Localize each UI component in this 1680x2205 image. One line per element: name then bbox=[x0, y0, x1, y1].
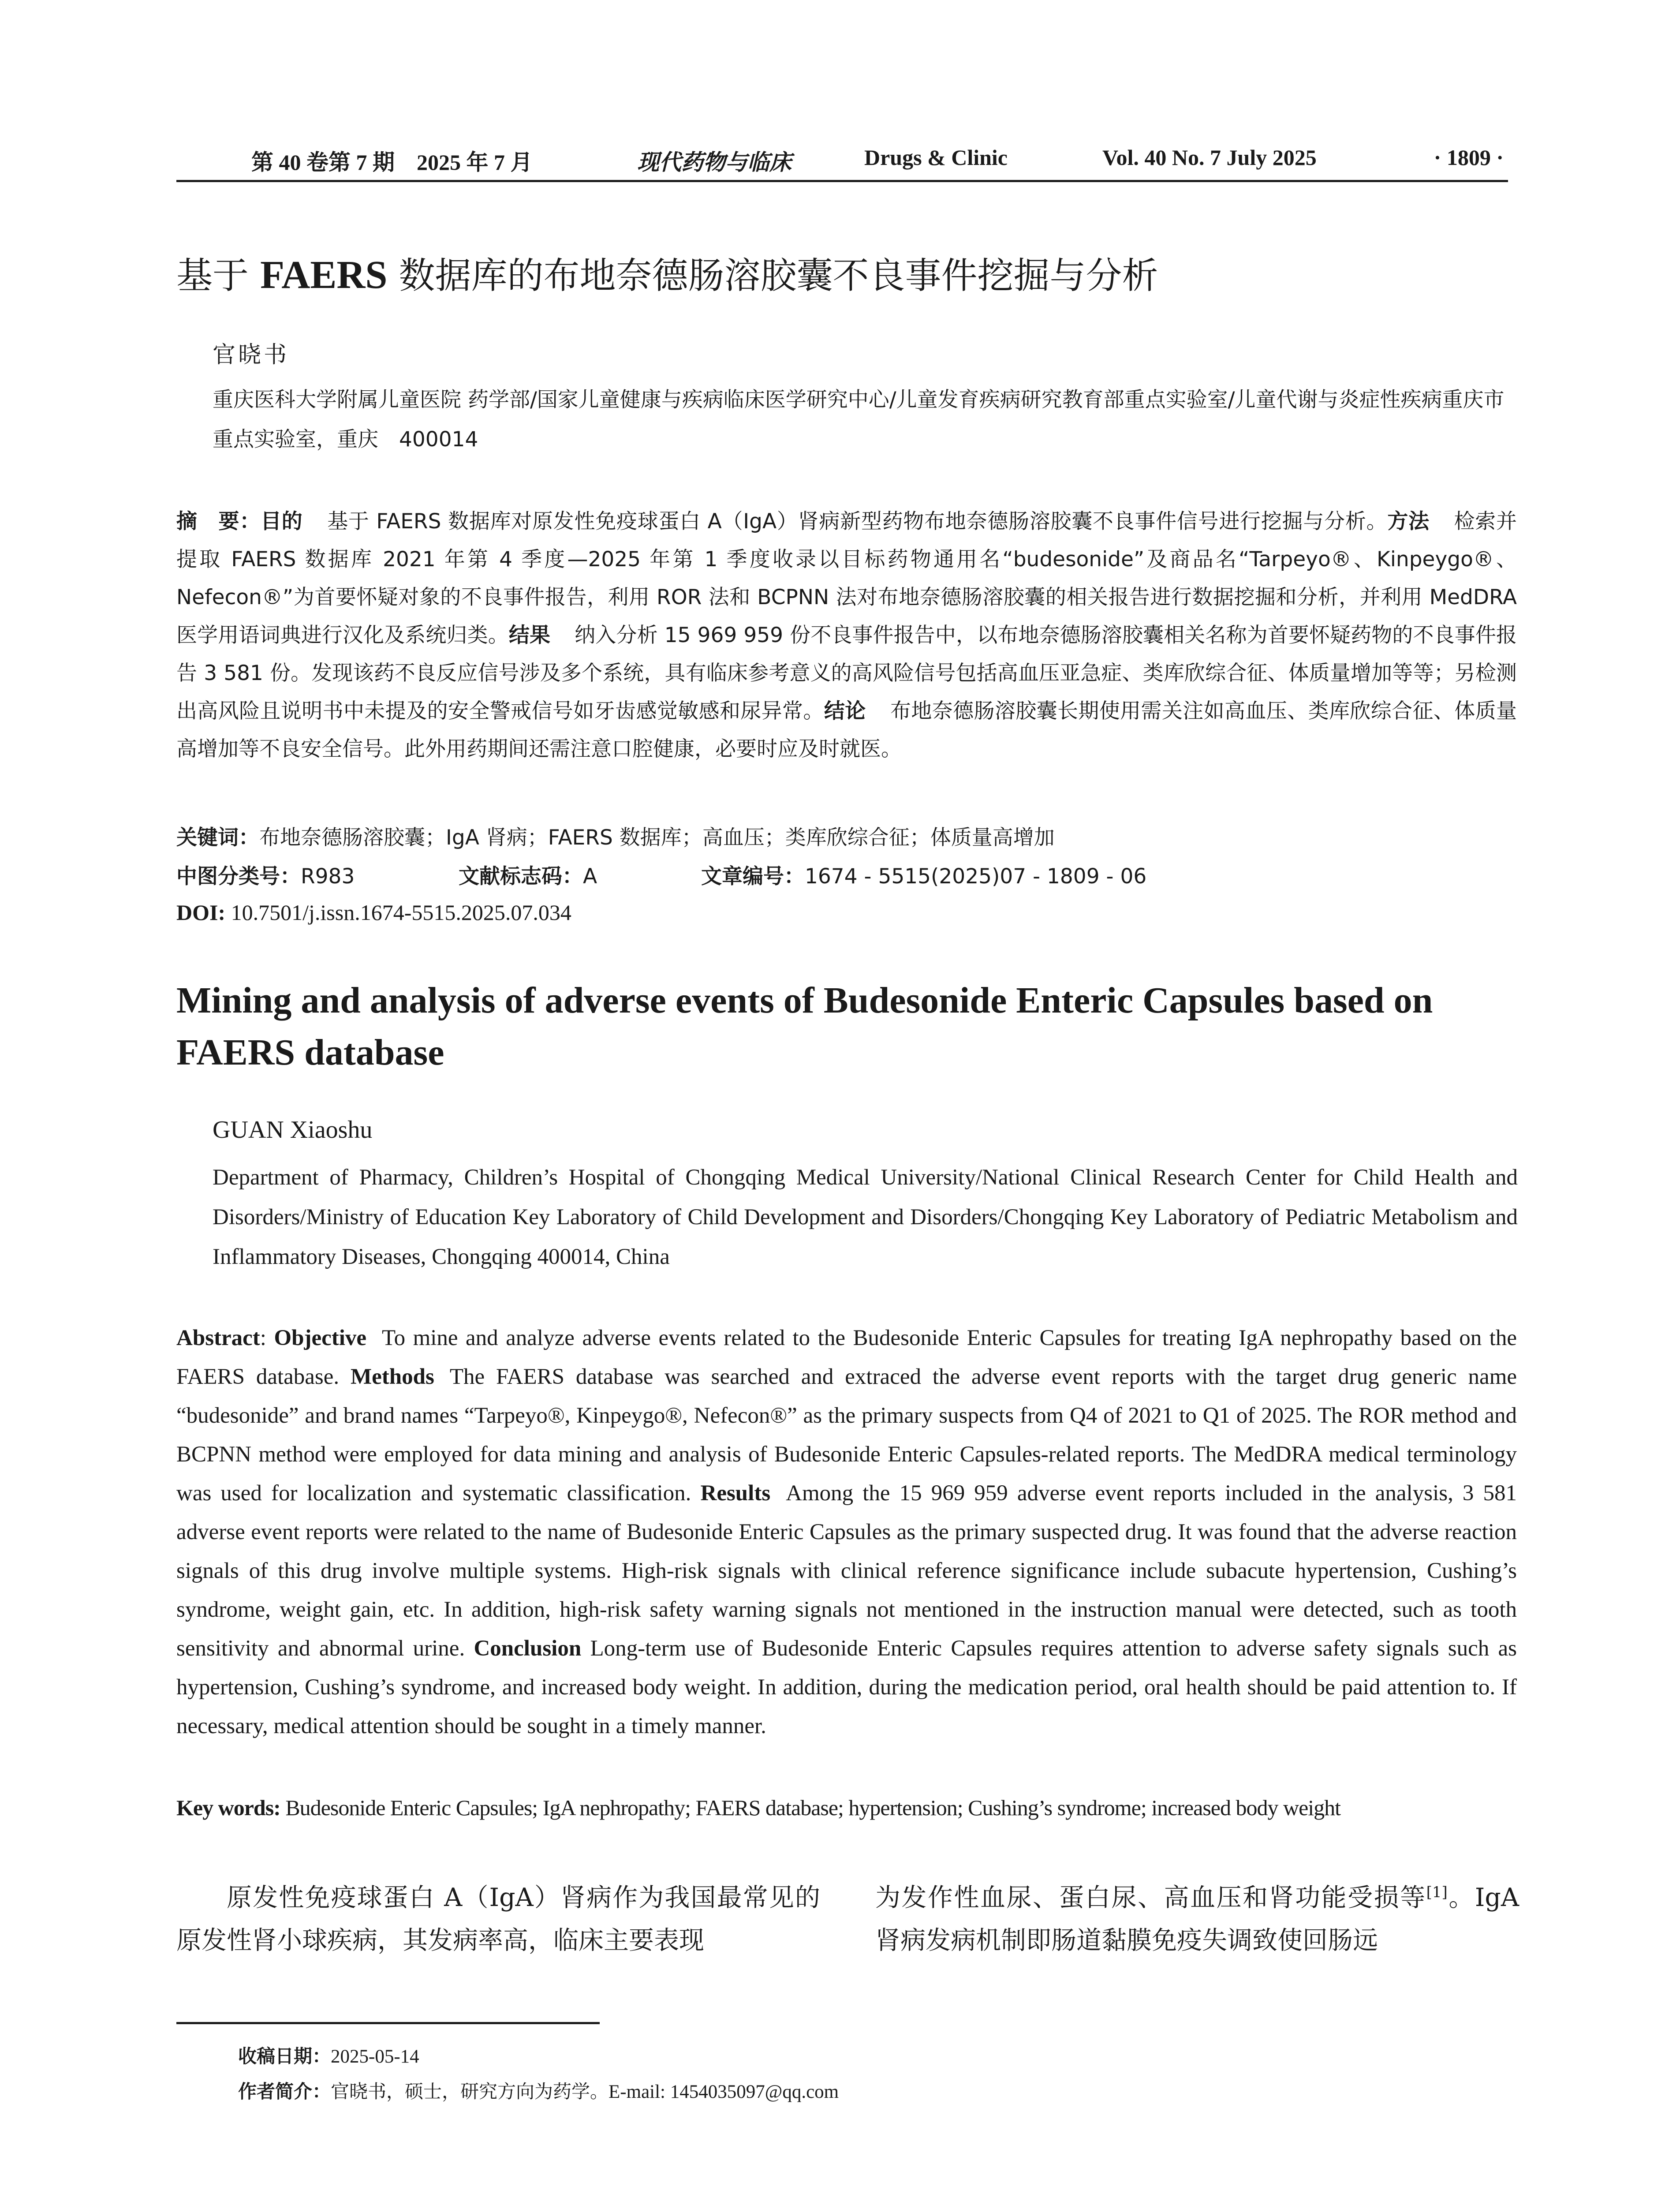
header-journal-en: Drugs & Clinic bbox=[864, 145, 1008, 170]
abstract-en-label: Abstract bbox=[176, 1326, 260, 1350]
abstract-cn-conclusion-label: 结论 bbox=[824, 699, 866, 723]
header-journal-cn: 现代药物与临床 bbox=[637, 150, 791, 175]
doc-code-value: A bbox=[583, 864, 597, 889]
body-right-text-2: 。IgA 肾病发病机制即肠道黏膜免疫失调致使回肠远 bbox=[875, 1883, 1519, 1955]
abstract-en bbox=[176, 1319, 1517, 1745]
abstract-cn-label: 摘 要： bbox=[176, 509, 261, 534]
keywords-cn-label: 关键词： bbox=[176, 826, 259, 850]
author-info-cn: 官晓书，硕士，研究方向为药学。 bbox=[331, 2081, 609, 2102]
affiliation-cn: 重庆医科大学附属儿童医院 药学部/国家儿童健康与疾病临床医学研究中心/儿童发育疾病研究教育部重点实验室/儿童代谢与炎症性疾病重庆市重点实验室，重庆 400014 bbox=[213, 388, 1505, 452]
doi-line bbox=[176, 900, 571, 925]
body-column-right bbox=[875, 1876, 1519, 1962]
keywords-en bbox=[176, 1795, 1526, 1820]
abstract-en-colon: : bbox=[260, 1326, 274, 1350]
title-cn-suffix: 数据库的布地奈德肠溶胶囊不良事件挖掘与分析 bbox=[387, 255, 1158, 297]
abstract-cn-objective-label: 目的 bbox=[260, 509, 303, 534]
footnote-author bbox=[238, 2077, 839, 2104]
abstract-cn-results-label: 结果 bbox=[508, 623, 551, 647]
footnote-divider bbox=[176, 2022, 600, 2024]
abstract-en-methods-label: Methods bbox=[351, 1364, 434, 1389]
abstract-en-results: Among the 15 969 959 adverse event reports included in the analysis, 3 581 adverse event reports were related to the name of Budesonide Enteric Capsules as the primary suspected drug. It was found that the adverse reaction signals of this drug involve multiple systems. High-risk signals with clinical reference significance include subacute hypertension, Cushing’s syndrome, weight gain, etc. In addition, high-risk safety warning signals not mentioned in the instruction manual were detected, such as tooth sensitivity and abnormal urine. bbox=[176, 1481, 1517, 1661]
abstract-en-results-label: Results bbox=[700, 1481, 771, 1506]
citation-ref[interactable]: [1] bbox=[1426, 1884, 1448, 1901]
doi-label: DOI: bbox=[176, 900, 226, 925]
clc-value: R983 bbox=[301, 864, 355, 889]
header-issue-cn: 第 40 卷第 7 期 2025 年 7 月 bbox=[251, 150, 533, 175]
keywords-en-label: Key words: bbox=[176, 1795, 280, 1820]
classification-line bbox=[176, 860, 1147, 889]
header-volume-en: Vol. 40 No. 7 July 2025 bbox=[1102, 145, 1317, 170]
footnote-received bbox=[238, 2042, 419, 2068]
clc-label: 中图分类号： bbox=[176, 864, 301, 889]
abstract-cn-methods: 检索并提取 FAERS 数据库 2021 年第 4 季度—2025 年第 1 季度收录以目标药物通用名“budesonide”及商品名“Tarpeyo®、Kinpeygo®、Nefecon®”为首要怀疑对象的不良事件报告，利用 ROR 法和 BCPNN 法对布地奈德肠溶胶囊的相关报告进行数据挖掘和分析，并利用 MedDRA 医学用语词典进行汉化及系统归类。 bbox=[176, 509, 1517, 647]
abstract-en-methods: The FAERS database was searched and extraced the adverse event reports with the target drug generic name “budesonide” and brand names “Tarpeyo®, Kinpeygo®, Nefecon®” as the primary suspects from Q4 of 2021 to Q1 of 2025. The ROR method and BCPNN method were employed for data mining and analysis of Budesonide Enteric Capsules-related reports. The MedDRA medical terminology was used for localization and systematic classification. bbox=[176, 1364, 1517, 1506]
article-number-value: 1674 - 5515(2025)07 - 1809 - 06 bbox=[805, 864, 1147, 889]
running-header bbox=[176, 140, 1508, 182]
body-right-text-1: 为发作性血尿、蛋白尿、高血压和肾功能受损等 bbox=[875, 1883, 1426, 1912]
affiliation-en: Department of Pharmacy, Children’s Hospital of Chongqing Medical University/National Clinical Research Center for Child Health and Disorders/Ministry of Education Key Laboratory of Child Development and Disorders/Chongqing Key Laboratory of Pediatric Metabolism and Inflammatory Diseases, Chongqing 400014, China bbox=[213, 1165, 1518, 1269]
author-en: GUAN Xiaoshu bbox=[213, 1116, 373, 1144]
doi-link[interactable]: 10.7501/j.issn.1674-5515.2025.07.034 bbox=[225, 900, 571, 925]
doc-code-label: 文献标志码： bbox=[459, 864, 583, 889]
article-number-label: 文章编号： bbox=[701, 864, 805, 889]
body-column-left: 原发性免疫球蛋白 A（IgA）肾病作为我国最常见的原发性肾小球疾病，其发病率高，临床主要表现 bbox=[176, 1883, 820, 1955]
abstract-en-objective: To mine and analyze adverse events related to the Budesonide Enteric Capsules for treating IgA nephropathy based on the FAERS database. bbox=[176, 1326, 1517, 1389]
author-info-label: 作者简介： bbox=[238, 2081, 331, 2102]
abstract-cn-conclusion: 布地奈德肠溶胶囊长期使用需关注如高血压、类库欣综合征、体质量高增加等不良安全信号。此外用药期间还需注意口腔健康，必要时应及时就医。 bbox=[176, 699, 1517, 761]
received-label: 收稿日期： bbox=[238, 2045, 331, 2067]
abstract-en-objective-label: Objective bbox=[274, 1326, 367, 1350]
header-page-number: · 1809 · bbox=[1434, 145, 1504, 170]
article-title-cn bbox=[176, 247, 1158, 299]
title-cn-latin: FAERS bbox=[260, 253, 388, 297]
keywords-en-text: Budesonide Enteric Capsules; IgA nephropathy; FAERS database; hypertension; Cushing’s syndrome; increased body weight bbox=[280, 1795, 1341, 1820]
author-email[interactable]: E-mail: 1454035097@qq.com bbox=[609, 2082, 839, 2102]
abstract-cn bbox=[176, 503, 1517, 768]
document-code bbox=[459, 860, 597, 889]
abstract-cn-results: 纳入分析 15 969 959 份不良事件报告中，以布地奈德肠溶胶囊相关名称为首要怀疑药物的不良事件报告 3 581 份。发现该药不良反应信号涉及多个系统，具有临床参考意义的高风险信号包括高血压亚急症、类库欣综合征、体质量增加等等；另检测出高风险且说明书中未提及的安全警戒信号如牙齿感觉敏感和尿异常。 bbox=[176, 623, 1517, 723]
abstract-en-conclusion: Long-term use of Budesonide Enteric Capsules requires attention to adverse safety signals such as hypertension, Cushing’s syndrome, and increased body weight. In addition, during the medication period, oral health should be paid attention to. If necessary, medical attention should be sought in a timely manner. bbox=[176, 1636, 1517, 1738]
article-title-en: Mining and analysis of adverse events of Budesonide Enteric Capsules based on FAERS database bbox=[176, 980, 1433, 1073]
abstract-cn-objective: 基于 FAERS 数据库对原发性免疫球蛋白 A（IgA）肾病新型药物布地奈德肠溶胶囊不良事件信号进行挖掘与分析。 bbox=[327, 509, 1388, 534]
article-number bbox=[701, 860, 1146, 889]
keywords-cn bbox=[176, 821, 1055, 851]
title-cn-prefix: 基于 bbox=[176, 255, 261, 297]
abstract-en-conclusion-label: Conclusion bbox=[474, 1636, 582, 1661]
clc-number bbox=[176, 864, 355, 889]
keywords-cn-text: 布地奈德肠溶胶囊；IgA 肾病；FAERS 数据库；高血压；类库欣综合征；体质量高增加 bbox=[259, 826, 1055, 850]
abstract-cn-methods-label: 方法 bbox=[1387, 509, 1430, 534]
author-cn: 官晓书 bbox=[213, 342, 290, 368]
received-value: 2025-05-14 bbox=[331, 2046, 419, 2067]
